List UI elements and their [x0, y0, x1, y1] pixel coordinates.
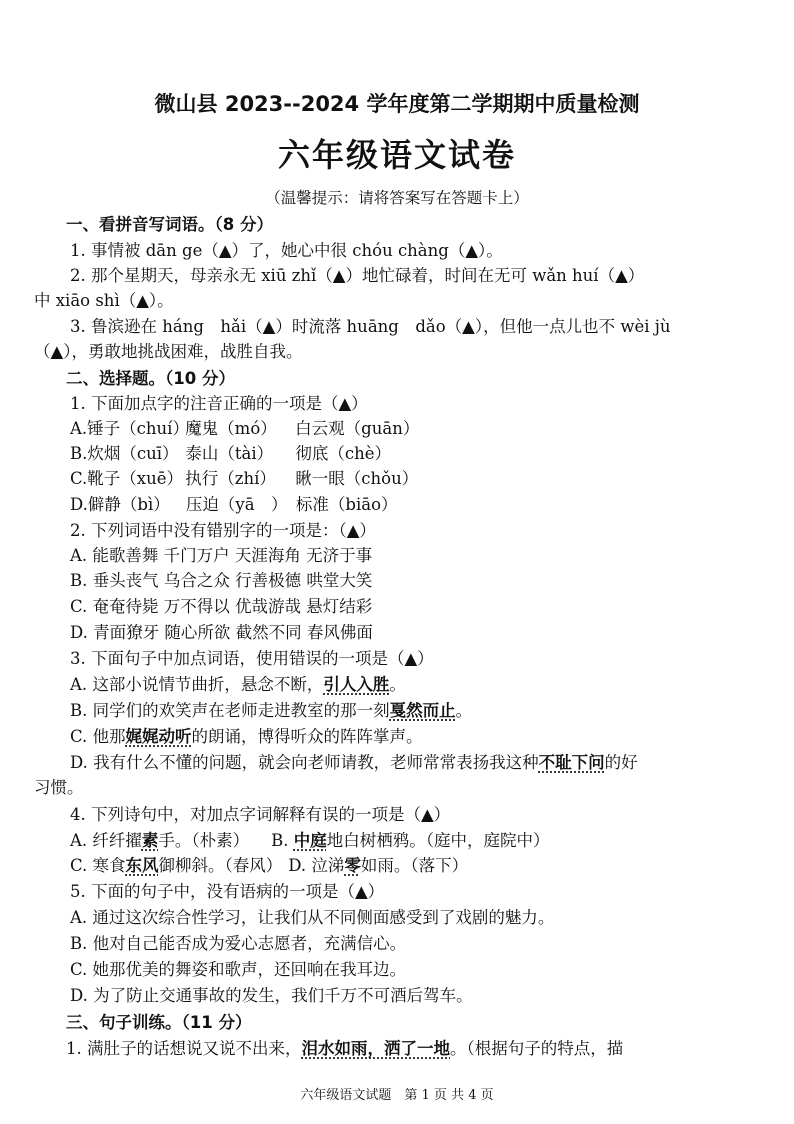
- page-footer: 六年级语文试题 第 1 页 共 4 页: [300, 1088, 494, 1103]
- option-item: 瞅一眼（chǒu）: [295, 469, 419, 488]
- q1-option-c: [70, 466, 418, 492]
- option-text: D. 泣涕: [288, 856, 345, 875]
- q4-options-cd: [70, 853, 468, 879]
- option-text: 的好: [604, 753, 638, 772]
- exam-tip: （温馨提示：请将答案写在答题卡上）: [265, 189, 529, 207]
- q1-option-a: [70, 416, 419, 442]
- q1-stem: 1. 下面加点字的注音正确的一项是（▲）: [70, 394, 368, 413]
- dotted-word: 中庭: [293, 831, 327, 850]
- q3-option-c: [70, 724, 423, 750]
- q5-option-c: C. 她那优美的舞姿和歌声，还回响在我耳边。: [70, 960, 407, 979]
- option-text: A. 纤纤擢: [70, 831, 142, 850]
- q1-option-b: [70, 441, 391, 467]
- dotted-word: 泪水如雨，洒了一地: [301, 1039, 450, 1058]
- option-text: 的朗诵，博得听众的阵阵掌声。: [191, 727, 423, 746]
- option-text: B.: [271, 831, 294, 850]
- option-text: D. 我有什么不懂的问题，就会向老师请教，老师常常表扬我这种: [70, 753, 539, 772]
- option-text: A. 这部小说情节曲折，悬念不断，: [70, 675, 324, 694]
- option-item: 靴子（xuē）: [87, 469, 183, 488]
- q2-option-d: D. 青面獠牙 随心所欲 截然不同 春风佛面: [70, 623, 373, 642]
- q3-option-d: [70, 750, 638, 776]
- exam-subtitle: 六年级语文试卷: [277, 136, 516, 174]
- q5-option-d: D. 为了防止交通事故的发生，我们千万不可酒后驾车。: [70, 986, 473, 1005]
- q5-option-a: A. 通过这次综合性学习，让我们从不同侧面感受到了戏剧的魅力。: [70, 908, 555, 927]
- question-text: 。（根据句子的特点，描: [450, 1039, 624, 1058]
- q4-stem: 4. 下列诗句中，对加点字词解释有误的一项是（▲）: [70, 805, 451, 824]
- option-text: 。: [455, 701, 473, 720]
- option-label: D.: [70, 495, 88, 514]
- section1-heading: 一、看拼音写词语。（8 分）: [66, 215, 273, 234]
- option-item: 炊烟（cuī）: [87, 444, 179, 463]
- option-item: 魔鬼（mó）: [185, 419, 277, 438]
- option-item: 锤子（chuí）: [87, 419, 189, 438]
- dotted-word: 娓娓动听: [125, 727, 192, 746]
- s1-line: 中 xiāo shì（▲）。: [34, 291, 174, 310]
- q2-option-b: B. 垂头丧气 乌合之众 行善极德 哄堂大笑: [70, 571, 373, 590]
- s1-line: 2. 那个星期天，母亲永无 xiū zhǐ（▲）地忙碌着，时间在无可 wǎn huí（▲）: [70, 266, 645, 285]
- q2-option-a: A. 能歌善舞 千门万户 天涯海角 无济于事: [70, 546, 373, 565]
- s1-line: （▲），勇敢地挑战困难，战胜自我。: [34, 342, 303, 361]
- option-text: 手。（朴素）: [158, 831, 250, 850]
- option-text: B. 同学们的欢笑声在老师走进教室的那一刻: [70, 701, 390, 720]
- option-item: 白云观（guān）: [295, 419, 420, 438]
- q1-option-d: [70, 492, 398, 518]
- q5-stem: 5. 下面的句子中，没有语病的一项是（▲）: [70, 882, 385, 901]
- option-label: B.: [70, 444, 88, 463]
- option-text: 。: [389, 675, 406, 694]
- question-text: 1. 满肚子的话想说又说不出来，: [66, 1039, 302, 1058]
- section2-heading: 二、选择题。（10 分）: [66, 369, 235, 388]
- dotted-word: 引人入胜: [323, 675, 390, 694]
- dotted-word: 东风: [125, 856, 159, 875]
- option-text: 如雨。（落下）: [360, 856, 469, 875]
- q2-option-c: C. 奄奄待毙 万不得以 优哉游哉 悬灯结彩: [70, 597, 373, 616]
- option-item: 彻底（chè）: [295, 444, 392, 463]
- dotted-word: 不耻下问: [538, 753, 605, 772]
- s3-q1: [66, 1036, 623, 1062]
- option-item: 执行（zhí）: [185, 469, 276, 488]
- q3-option-d-cont: 习惯。: [34, 778, 84, 797]
- option-label: A.: [70, 419, 88, 438]
- q4-options-ab: [70, 828, 550, 854]
- option-label: C.: [70, 469, 88, 488]
- s1-line: 3. 鲁滨逊在 háng hǎi（▲）时流落 huāng dǎo（▲），但他一点儿也不 wèi jù: [70, 317, 671, 336]
- dotted-word: 素: [141, 831, 159, 850]
- option-text: 御柳斜。（春风）: [158, 856, 283, 875]
- q3-option-b: [70, 698, 472, 724]
- option-text: C. 他那: [70, 727, 126, 746]
- exam-title: 微山县 2023--2024 学年度第二学期期中质量检测: [154, 92, 640, 116]
- option-item: 标准（biāo）: [295, 495, 398, 514]
- option-text: 地白树栖鸦。（庭中，庭院中）: [326, 831, 550, 850]
- q2-stem: 2. 下列词语中没有错别字的一项是：（▲）: [70, 521, 376, 540]
- q3-option-a: [70, 672, 406, 698]
- s1-line: 1. 事情被 dān ge（▲）了，她心中很 chóu chàng（▲）。: [70, 241, 503, 260]
- option-item: 泰山（tài）: [185, 444, 274, 463]
- q3-stem: 3. 下面句子中加点词语，使用错误的一项是（▲）: [70, 649, 434, 668]
- dotted-word: 零: [344, 856, 361, 875]
- dotted-word: 戛然而止: [389, 701, 456, 720]
- section3-heading: 三、句子训练。（11 分）: [66, 1013, 252, 1032]
- option-text: C. 寒食: [70, 856, 126, 875]
- option-item: 压迫（yā ）: [185, 495, 288, 514]
- q5-option-b: B. 他对自己能否成为爱心志愿者，充满信心。: [70, 934, 407, 953]
- option-item: 僻静（bì）: [87, 495, 170, 514]
